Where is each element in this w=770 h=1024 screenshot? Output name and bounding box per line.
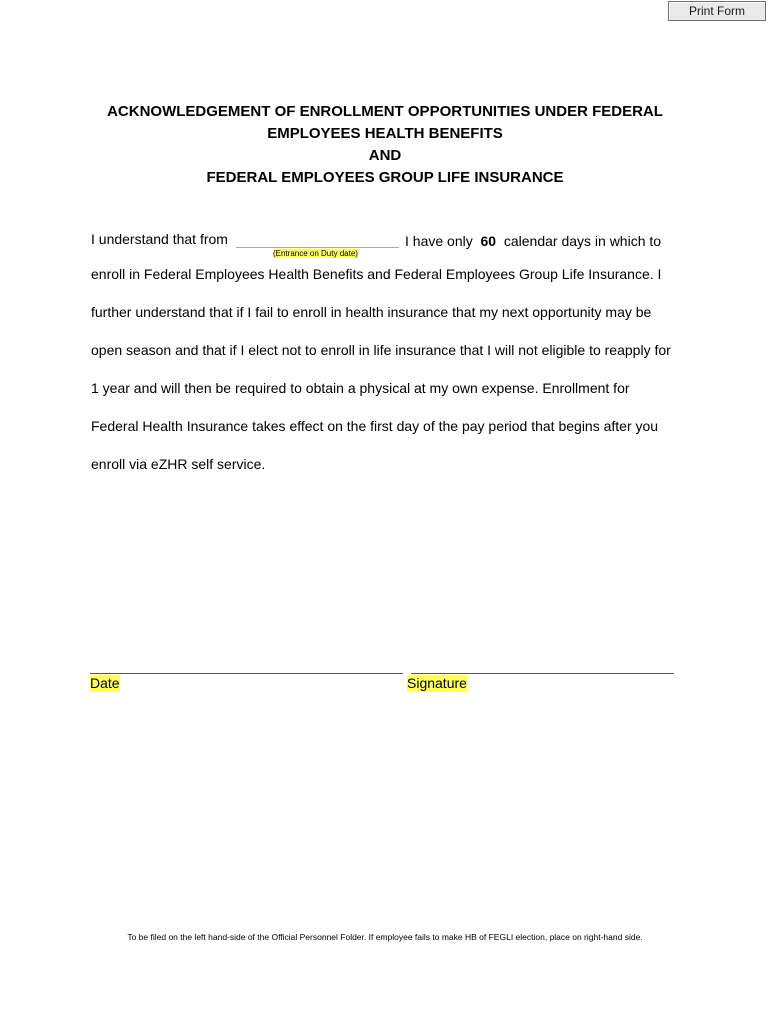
body-line-1-suffix	[405, 233, 661, 249]
signature-line[interactable]	[411, 673, 674, 674]
body-line-7: enroll via eZHR self service.	[91, 456, 266, 472]
title-line-3: AND	[368, 147, 402, 164]
date-label: Date	[90, 675, 120, 691]
title-line-4: FEDERAL EMPLOYEES GROUP LIFE INSURANCE	[206, 169, 564, 186]
body-line-1-end: calendar days in which to	[503, 233, 662, 249]
footer-note: To be filed on the left hand-side of the Official Personnel Folder. If employee fails to make HB of FEGLI election, place on right-hand side.	[127, 932, 643, 942]
date-signature-line[interactable]	[90, 673, 403, 674]
body-line-4: open season and that if I elect not to enroll in life insurance that I will not eligible to reapply for	[91, 342, 671, 358]
body-line-2: enroll in Federal Employees Health Benefits and Federal Employees Group Life Insurance. I	[91, 266, 662, 282]
title-line-1: ACKNOWLEDGEMENT OF ENROLLMENT OPPORTUNITIES UNDER FEDERAL	[107, 103, 663, 120]
body-line-5: 1 year and will then be required to obtain a physical at my own expense. Enrollment for	[91, 380, 630, 396]
print-form-button[interactable]: Print Form	[668, 1, 766, 21]
body-line-3: further understand that if I fail to enroll in health insurance that my next opportunity may be	[91, 304, 652, 320]
body-line-6: Federal Health Insurance takes effect on the first day of the pay period that begins after you	[91, 418, 659, 434]
entrance-on-duty-date-field[interactable]	[236, 231, 399, 248]
document-title	[0, 101, 770, 189]
entrance-on-duty-date-label: (Entrance on Duty date)	[273, 249, 358, 258]
body-line-1-prefix: I understand that from	[91, 231, 228, 247]
title-line-2: EMPLOYEES HEALTH BENEFITS	[267, 125, 503, 142]
body-line-1-mid: I have only	[405, 233, 473, 249]
signature-label: Signature	[407, 675, 467, 691]
enrollment-days-count: 60	[480, 233, 497, 249]
